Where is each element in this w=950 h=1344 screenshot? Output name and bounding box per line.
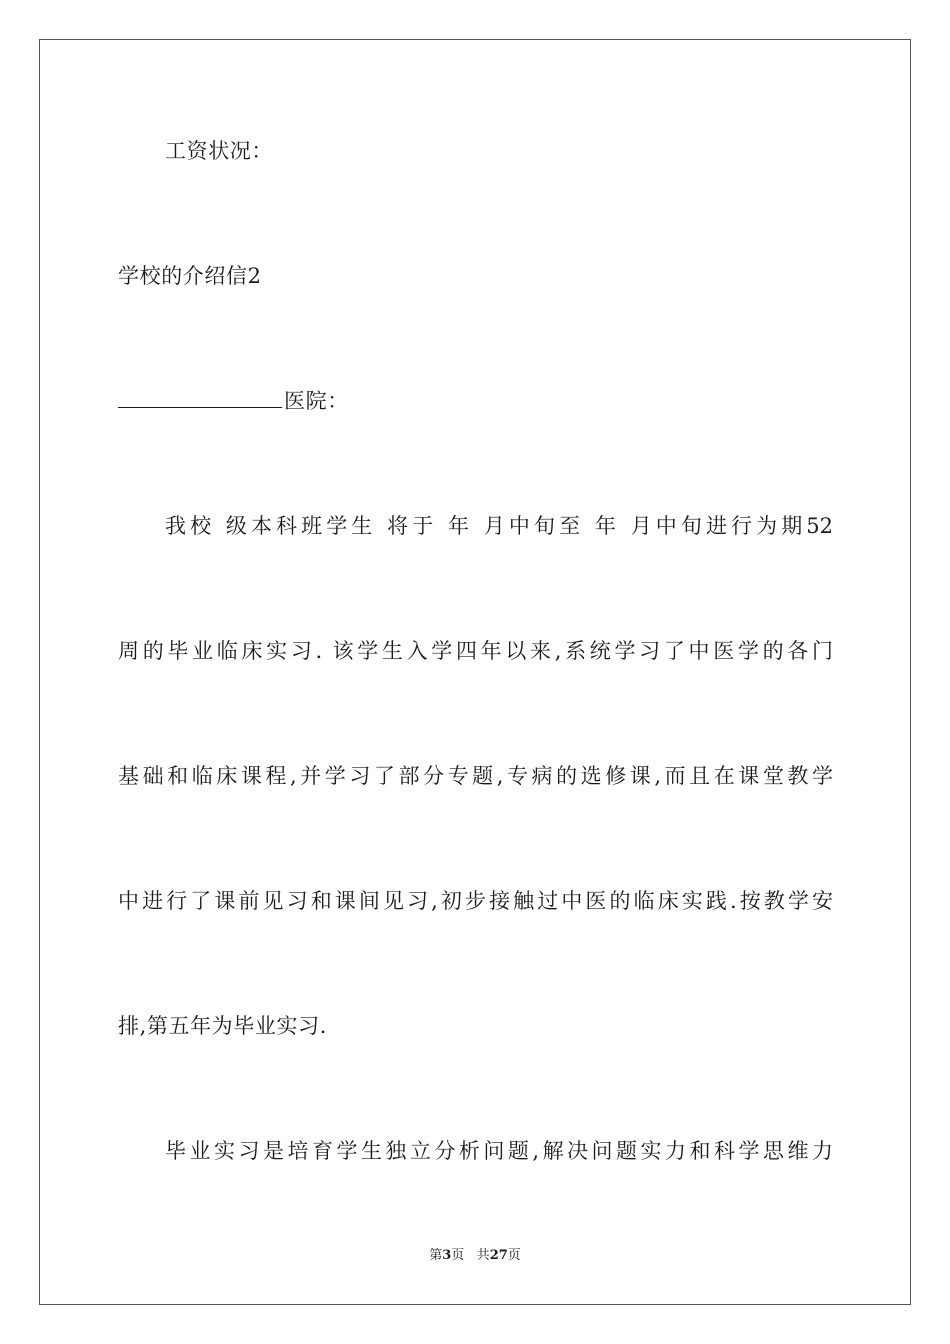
paragraph-1-line-3: 基础和临床课程,并学习了部分专题,专病的选修课,而且在课堂教学 xyxy=(118,764,833,788)
footer-page-prefix: 第 xyxy=(429,1248,443,1263)
footer-total-suffix: 页 xyxy=(507,1248,521,1263)
salary-status-label: 工资状况： xyxy=(165,139,273,163)
footer-page-suffix: 页 xyxy=(451,1248,465,1263)
paragraph-1-line-5: 排,第五年为毕业实习. xyxy=(118,1014,327,1038)
recipient-line xyxy=(118,387,349,415)
paragraph-1-line-4: 中进行了课前见习和课间见习,初步接触过中医的临床实践.按教学安 xyxy=(118,889,833,913)
page-border xyxy=(39,39,911,1305)
recipient-blank xyxy=(118,387,282,408)
paragraph-1-line-1: 我校 级本科班学生 将于 年 月中旬至 年 月中旬进行为期52 xyxy=(165,514,833,538)
recipient-suffix: 医院： xyxy=(284,389,349,413)
letter-title: 学校的介绍信2 xyxy=(118,264,262,288)
paragraph-1-line-2: 周的毕业临床实习. 该学生入学四年以来,系统学习了中医学的各门 xyxy=(118,639,833,663)
footer-total-prefix: 共 xyxy=(476,1248,490,1263)
page-footer xyxy=(0,1248,950,1264)
paragraph-2-line-1: 毕业实习是培育学生独立分析问题,解决问题实力和科学思维力 xyxy=(165,1139,833,1163)
footer-page-number: 3 xyxy=(442,1248,452,1263)
footer-total-pages: 27 xyxy=(489,1248,508,1263)
